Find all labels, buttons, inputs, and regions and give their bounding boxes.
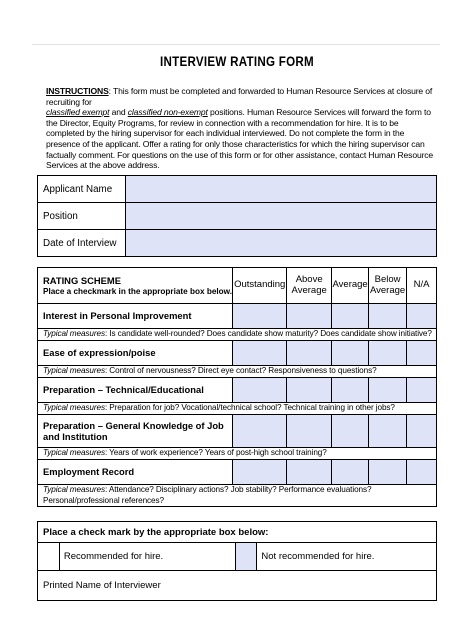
rating-checkbox[interactable] — [233, 341, 287, 366]
rating-checkbox[interactable] — [369, 378, 407, 403]
rating-checkbox[interactable] — [369, 415, 407, 448]
rating-checkbox[interactable] — [287, 378, 332, 403]
date-of-interview-label: Date of Interview — [38, 230, 126, 257]
rating-checkbox[interactable] — [369, 460, 407, 485]
measures-detail: : Years of work experience? Years of post-high school training? — [104, 448, 327, 458]
date-of-interview-field[interactable] — [126, 230, 437, 257]
rating-checkbox[interactable] — [287, 304, 332, 329]
column-outstanding: Outstanding — [233, 268, 287, 304]
rating-scheme-cell — [38, 268, 233, 304]
category-row — [38, 304, 437, 329]
column-below-average: Below Average — [369, 268, 407, 304]
rating-checkbox[interactable] — [369, 304, 407, 329]
category-name: Employment Record — [38, 460, 233, 485]
measures-row — [38, 403, 437, 415]
not-recommended-checkbox[interactable] — [236, 543, 257, 571]
category-name: Interest in Personal Improvement — [38, 304, 233, 329]
measures-detail: : Preparation for job? Vocational/technical school? Technical training in other jobs? — [104, 403, 395, 413]
applicant-name-field[interactable] — [126, 176, 437, 203]
category-name: Preparation – General Knowledge of Job and Institution — [38, 415, 233, 448]
rating-checkbox[interactable] — [332, 415, 369, 448]
rating-checkbox[interactable] — [233, 460, 287, 485]
applicant-row — [38, 230, 437, 257]
measures-label: Typical measures — [43, 366, 105, 376]
category-name: Ease of expression/poise — [38, 341, 233, 366]
category-row — [38, 341, 437, 366]
printed-name-label: Printed Name of Interviewer — [38, 571, 437, 601]
column-na: N/A — [407, 268, 437, 304]
applicant-row — [38, 203, 437, 230]
instructions-nonexempt: classified non-exempt — [127, 107, 208, 118]
rating-checkbox[interactable] — [407, 460, 437, 485]
measures-text — [38, 329, 437, 341]
category-row — [38, 460, 437, 485]
rating-checkbox[interactable] — [369, 341, 407, 366]
recommendation-heading: Place a check mark by the appropriate box below: — [38, 522, 437, 543]
measures-label: Typical measures — [43, 403, 105, 413]
measures-label: Typical measures — [43, 329, 105, 339]
measures-row — [38, 448, 437, 460]
measures-label: Typical measures — [43, 448, 105, 458]
instructions-exempt: classified exempt — [46, 107, 110, 118]
rating-checkbox[interactable] — [233, 415, 287, 448]
not-recommended-label: Not recommended for hire. — [257, 543, 437, 571]
rating-scheme-subtitle: Place a checkmark in the appropriate box below. — [43, 286, 232, 296]
recommendation-heading-row — [38, 522, 437, 543]
rating-checkbox[interactable] — [287, 341, 332, 366]
recommendation-table — [37, 521, 437, 601]
rating-checkbox[interactable] — [407, 378, 437, 403]
measures-text — [38, 485, 437, 507]
instructions-lead: INSTRUCTIONS — [46, 86, 109, 96]
measures-detail: : Is candidate well-rounded? Does candidate show maturity? Does candidate show initiative? — [104, 329, 432, 339]
rating-checkbox[interactable] — [332, 460, 369, 485]
measures-text — [38, 366, 437, 378]
instructions-part1: : This form must be completed and forwarded to Human Resource Services at closure of recruiting for — [46, 86, 433, 107]
measures-text — [38, 403, 437, 415]
column-above-average: Above Average — [287, 268, 332, 304]
column-average: Average — [332, 268, 369, 304]
top-rule — [32, 44, 440, 45]
rating-checkbox[interactable] — [407, 415, 437, 448]
form-title: INTERVIEW RATING FORM — [160, 54, 314, 69]
measures-detail: : Control of nervousness? Direct eye contact? Responsiveness to questions? — [104, 366, 377, 376]
instructions-paragraph — [46, 86, 436, 171]
measures-detail: : Attendance? Disciplinary actions? Job stability? Performance evaluations? Personal/professional references? — [43, 485, 372, 505]
rating-checkbox[interactable] — [287, 415, 332, 448]
category-name: Preparation – Technical/Educational — [38, 378, 233, 403]
rating-header-row — [38, 268, 437, 304]
category-row — [38, 378, 437, 403]
recommendation-choice-row — [38, 543, 437, 571]
rating-checkbox[interactable] — [287, 460, 332, 485]
rating-checkbox[interactable] — [407, 304, 437, 329]
rating-scheme-title: RATING SCHEME — [43, 274, 121, 286]
position-label: Position — [38, 203, 126, 230]
measures-label: Typical measures — [43, 485, 105, 495]
rating-checkbox[interactable] — [233, 304, 287, 329]
rating-checkbox[interactable] — [233, 378, 287, 403]
measures-row — [38, 485, 437, 507]
recommended-label: Recommended for hire. — [59, 543, 236, 571]
recommended-checkbox[interactable] — [38, 543, 60, 571]
applicant-row — [38, 176, 437, 203]
category-row — [38, 415, 437, 448]
measures-row — [38, 329, 437, 341]
applicant-info-table — [37, 175, 437, 257]
rating-checkbox[interactable] — [407, 341, 437, 366]
applicant-name-label: Applicant Name — [38, 176, 126, 203]
rating-checkbox[interactable] — [332, 341, 369, 366]
rating-checkbox[interactable] — [332, 378, 369, 403]
rating-checkbox[interactable] — [332, 304, 369, 329]
instructions-and: and — [109, 107, 128, 118]
position-field[interactable] — [126, 203, 437, 230]
rating-table — [37, 267, 437, 507]
printed-name-row — [38, 571, 437, 601]
instructions-part2: positions. Human Resource Services will forward the form to the Director, Equity Programs, for review in connection with a recommendation for hire. It is to be completed by the hiring supervisor for each individual interviewed. Do not complete the form in the presence of the applicant. Offer a rating for only those characteristics for which the hiring supervisor can factually comment. For questions on the use of this form or for other assistance, contact Human Resource Services at the above address. — [46, 107, 434, 171]
measures-row — [38, 366, 437, 378]
measures-text — [38, 448, 437, 460]
